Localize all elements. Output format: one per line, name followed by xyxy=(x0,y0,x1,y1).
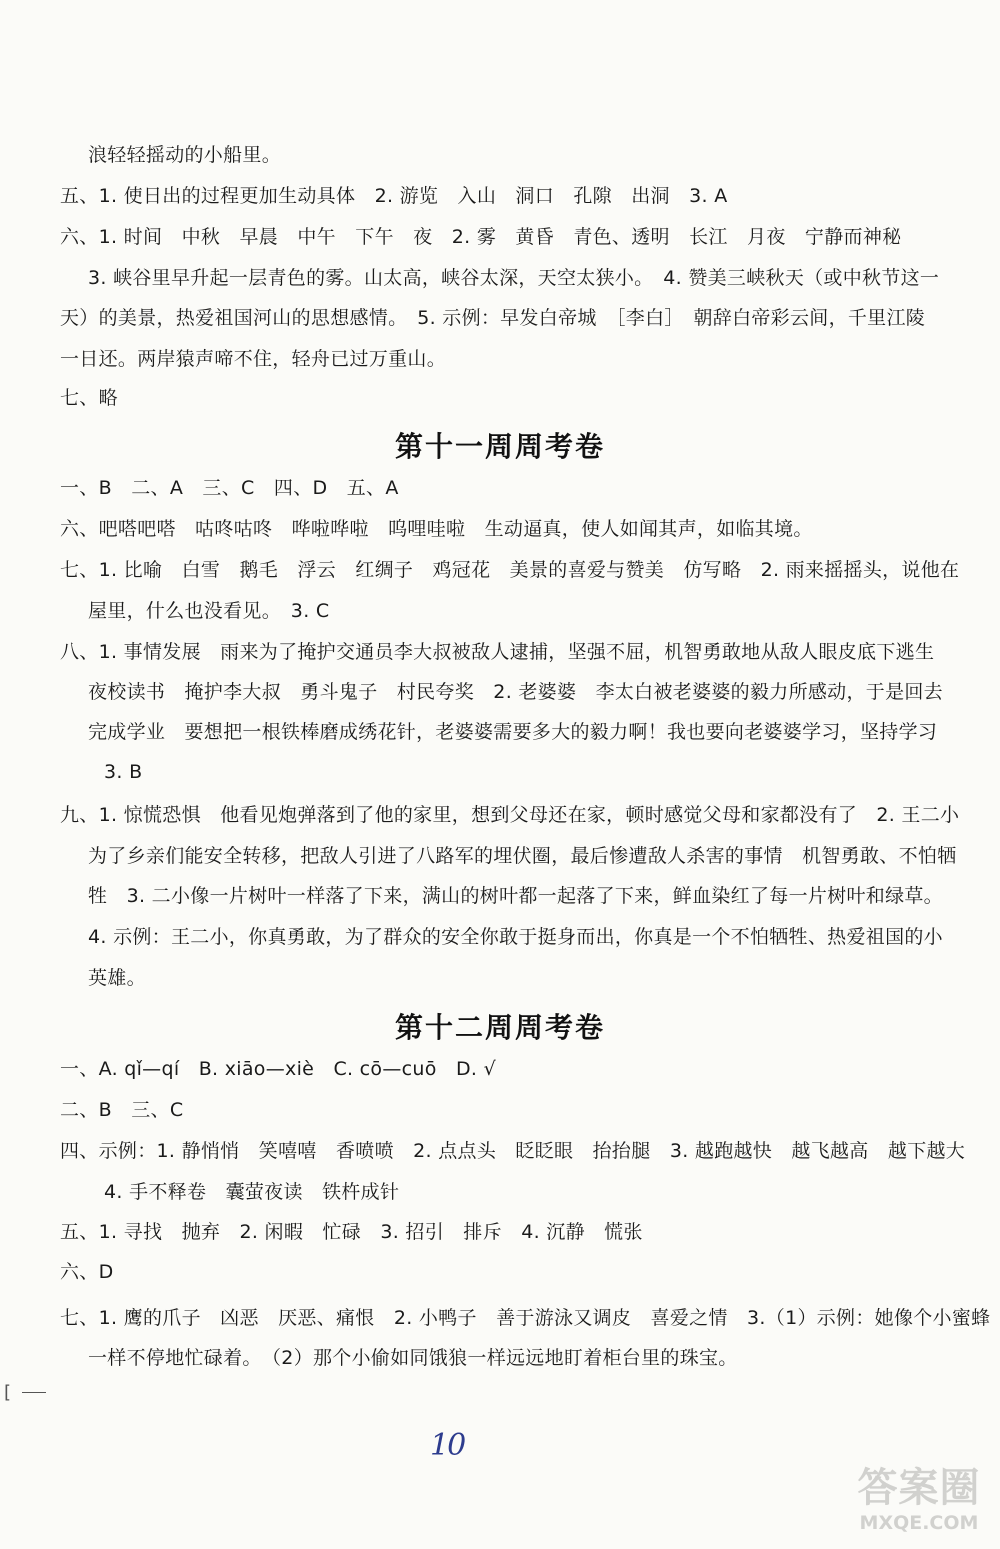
watermark-logo: 答案圈 xyxy=(857,1464,981,1511)
text-line: 七、1. 鹰的爪子 凶恶 厌恶、痛恨 2. 小鸭子 善于游泳又调皮 喜爱之情 3.（1）示例：她像个小蜜蜂 xyxy=(60,1307,991,1329)
text-line: 六、吧嗒吧嗒 咕咚咕咚 哗啦哗啦 呜哩哇啦 生动逼真，使人如闻其声，如临其境。 xyxy=(60,518,813,540)
text-line: 四、示例：1. 静悄悄 笑嘻嘻 香喷喷 2. 点点头 眨眨眼 抬抬腿 3. 越跑越快 越飞越高 越下越大 xyxy=(60,1140,966,1162)
text-line: 英雄。 xyxy=(88,967,146,989)
text-line: 五、1. 使日出的过程更加生动具体 2. 游览 入山 洞口 孔隙 出洞 3. A xyxy=(60,185,728,207)
section-heading: 第十二周周考卷 xyxy=(394,1011,605,1044)
margin-dash xyxy=(22,1392,46,1393)
text-line: 七、略 xyxy=(60,387,118,409)
text-line: 完成学业 要想把一根铁棒磨成绣花针，老婆婆需要多大的毅力啊！我也要向老婆婆学习，坚持学习 xyxy=(88,721,938,743)
text-line: 夜校读书 掩护李大叔 勇斗鬼子 村民夸奖 2. 老婆婆 李太白被老婆婆的毅力所感动，于是回去 xyxy=(88,681,943,703)
text-line: 二、B 三、C xyxy=(60,1099,184,1121)
text-line: 3. B xyxy=(104,761,143,783)
section-heading: 第十一周周考卷 xyxy=(394,430,605,463)
text-line: 一日还。两岸猿声啼不住，轻舟已过万重山。 xyxy=(60,348,447,370)
text-line: 为了乡亲们能安全转移，把敌人引进了八路军的埋伏圈，最后惨遭敌人杀害的事情 机智勇敢、不怕牺 xyxy=(88,845,957,867)
page-number: 10 xyxy=(430,1428,465,1463)
watermark-url: MXQE.COM xyxy=(859,1512,979,1534)
watermark xyxy=(844,1465,994,1545)
text-line: 3. 峡谷里早升起一层青色的雾。山太高，峡谷太深，天空太狭小。 4. 赞美三峡秋天（或中秋节这一 xyxy=(88,267,940,289)
text-line: 牲 3. 二小像一片树叶一样落了下来，满山的树叶都一起落了下来，鲜血染红了每一片树叶和绿草。 xyxy=(88,885,943,907)
text-line: 屋里，什么也没看见。 3. C xyxy=(88,600,330,622)
text-line: 七、1. 比喻 白雪 鹅毛 浮云 红绸子 鸡冠花 美景的喜爱与赞美 仿写略 2. 雨来摇摇头，说他在 xyxy=(60,559,960,581)
text-line: 八、1. 事情发展 雨来为了掩护交通员李大叔被敌人逮捕，坚强不屈，机智勇敢地从敌人眼皮底下逃生 xyxy=(60,641,935,663)
text-line: 九、1. 惊慌恐惧 他看见炮弹落到了他的家里，想到父母还在家，顿时感觉父母和家都没有了 2. 王二小 xyxy=(60,804,960,826)
text-line: 天）的美景，热爱祖国河山的思想感情。 5. 示例：早发白帝城 ［李白］ 朝辞白帝彩云间，千里江陵 xyxy=(60,307,926,329)
text-line: 4. 示例：王二小，你真勇敢，为了群众的安全你敢于挺身而出，你真是一个不怕牺牲、热爱祖国的小 xyxy=(88,926,943,948)
text-line: 五、1. 寻找 抛弃 2. 闲暇 忙碌 3. 招引 排斥 4. 沉静 慌张 xyxy=(60,1221,643,1243)
margin-mark: [ xyxy=(4,1382,12,1403)
text-line: 一样不停地忙碌着。 （2）那个小偷如同饿狼一样远远地盯着柜台里的珠宝。 xyxy=(88,1347,738,1369)
text-line: 一、A. qǐ—qí B. xiāo—xiè C. cō—cuō D. √ xyxy=(60,1058,496,1080)
text-line: 4. 手不释卷 囊萤夜读 铁杵成针 xyxy=(104,1181,400,1203)
text-line: 六、D xyxy=(60,1261,114,1283)
text-line: 浪轻轻摇动的小船里。 xyxy=(88,144,282,166)
text-line: 一、B 二、A 三、C 四、D 五、A xyxy=(60,477,399,499)
text-line: 六、1. 时间 中秋 早晨 中午 下午 夜 2. 雾 黄昏 青色、透明 长江 月夜 宁静而神秘 xyxy=(60,226,902,248)
